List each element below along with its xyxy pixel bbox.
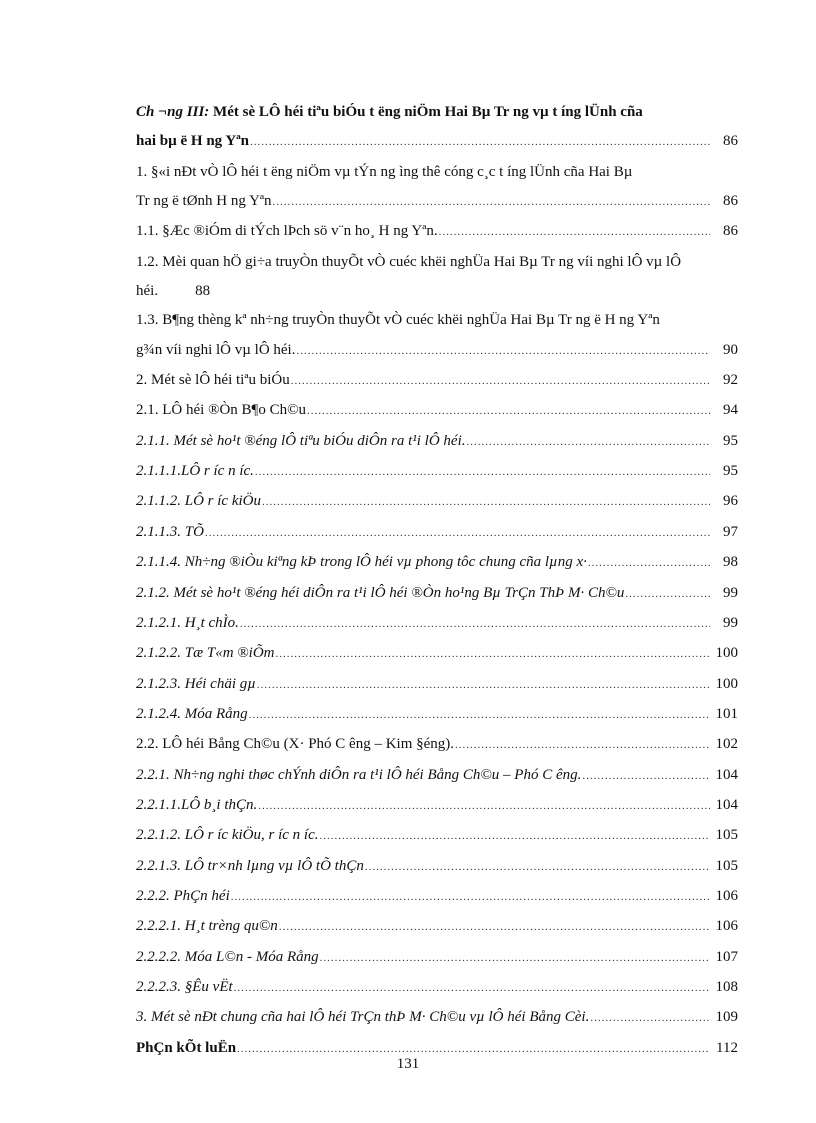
toc-entry-text: 3. Mét sè nÐt chung cña hai lÔ héi TrÇn thÞ M· Ch©u vµ lÔ héi Bång Cèi.	[136, 1009, 590, 1026]
page-ref: 109	[715, 1009, 738, 1026]
toc-entry-text: 2.2.2.2. Móa L©n - Móa Rång	[136, 948, 319, 965]
page-ref: 90	[723, 341, 738, 358]
page-ref: 94	[723, 402, 738, 419]
toc-entry[interactable]	[136, 912, 738, 942]
leader-dots	[291, 366, 710, 396]
toc-entry[interactable]	[136, 548, 738, 578]
toc-entry-text: 2.1.2.4. Móa Rång	[136, 705, 248, 722]
chapter-title-cont: hai bµ ë H ng Yªn	[136, 133, 250, 150]
toc-entry[interactable]	[136, 427, 738, 457]
toc-entry-text: 2.2.1. Nh÷ng nghi thøc chÝnh diÔn ra t¹i lÔ héi Bång Ch©u – Phó C êng.	[136, 766, 582, 783]
leader-dots	[231, 882, 710, 912]
toc-entry-line	[136, 248, 738, 277]
toc-entry[interactable]	[136, 700, 738, 730]
toc-entry[interactable]	[136, 852, 738, 882]
leader-dots	[455, 730, 710, 760]
toc-entry[interactable]	[136, 670, 738, 700]
page-ref: 98	[723, 554, 738, 571]
toc-entry-text: 2.2. LÔ héi Bång Ch©u (X· Phó C êng – Kim §éng).	[136, 736, 455, 753]
toc-entry-text: 2.2.1.1.LÔ b¸i thÇn.	[136, 796, 258, 813]
leader-dots	[258, 791, 710, 821]
toc-entry-text: 2.1.2.3. Héi chäi gµ	[136, 675, 256, 692]
page-ref: 95	[723, 463, 738, 480]
toc-entry[interactable]	[136, 730, 738, 760]
page-ref: 106	[715, 918, 738, 935]
toc-entry-text: 2.1.1.2. LÔ r íc kiÖu	[136, 493, 261, 510]
toc-entry[interactable]	[136, 366, 738, 396]
toc-entry-text: 2.2.2.1. H¸t trèng qu©n	[136, 918, 278, 935]
page-ref: 104	[715, 796, 738, 813]
toc-entry[interactable]	[136, 821, 738, 851]
toc-entry-text: 2.1.1.4. Nh÷ng ®iÒu kiªng kÞ trong lÔ héi vµ phong tôc chung cña lµng x·	[136, 554, 587, 571]
toc-entry-text: 2.2.1.3. LÔ tr×nh lµng vµ lÔ tÕ thÇn	[136, 857, 364, 874]
toc-entry-text: héi.	[136, 283, 159, 300]
page-ref: 101	[715, 705, 738, 722]
leader-dots	[255, 457, 710, 487]
leader-dots	[320, 943, 710, 973]
toc-entry[interactable]	[136, 791, 738, 821]
page-ref: 105	[715, 827, 738, 844]
toc-entry-text: 1.2. Mèi quan hÖ gi÷a truyÒn thuyÕt vÒ cuéc khëi nghÜa Hai Bµ Tr ng víi nghi lÔ vµ lÔ	[136, 253, 682, 270]
leader-dots	[319, 821, 710, 851]
toc-entry-text: 2.2.2.3. §Êu vËt	[136, 978, 233, 995]
toc-entry-line	[136, 306, 738, 335]
page-ref: 105	[715, 857, 738, 874]
page-ref: 86	[723, 193, 738, 210]
toc-entry[interactable]	[136, 336, 738, 366]
page-ref: 112	[716, 1039, 738, 1056]
leader-dots	[276, 639, 710, 669]
leader-dots	[279, 912, 710, 942]
toc-entry-text: 2.1. LÔ héi ®Òn B¶o Ch©u	[136, 402, 307, 419]
page-ref: 86	[723, 133, 738, 150]
toc-entry[interactable]	[136, 277, 738, 306]
toc-entry-text: 1.3. B¶ng thèng kª nh÷ng truyÒn thuyÕt vÒ cuéc khëi nghÜa Hai Bµ Tr ng ë H ng Yªn	[136, 312, 660, 329]
toc-entry[interactable]	[136, 187, 738, 217]
toc-entry-text: 1.1. §Æc ®iÓm di tÝch lÞch sö v¨n ho¸ H ng Yªn.	[136, 223, 438, 240]
toc-entry[interactable]	[136, 973, 738, 1003]
toc-entry[interactable]	[136, 943, 738, 973]
leader-dots	[250, 127, 710, 157]
chapter-title: Mét sè LÔ héi tiªu biÓu t ëng niÖm Hai Bµ Tr ng vµ t íng lÜnh cña	[209, 104, 643, 120]
toc-entry-text: 2.1.1.3. TÕ	[136, 523, 204, 540]
toc-entry-text: 2.1.2.1. H¸t chÌo.	[136, 614, 239, 631]
toc-entry[interactable]	[136, 217, 738, 247]
page-ref: 100	[715, 675, 738, 692]
page-ref: 104	[715, 766, 738, 783]
toc-entry[interactable]	[136, 396, 738, 426]
toc-entry-text: 2.1.1.1.LÔ r íc n íc.	[136, 463, 254, 480]
leader-dots	[273, 187, 710, 217]
leader-dots	[467, 427, 710, 457]
toc-entry-text: 1. §«i nÐt vÒ lÔ héi t ëng niÖm vµ tÝn ng ìng thê cóng c¸c t íng lÜnh cña Hai Bµ	[136, 163, 633, 180]
page-ref: 96	[723, 493, 738, 510]
page-number: 131	[396, 1056, 420, 1072]
leader-dots	[240, 609, 710, 639]
toc-entry[interactable]	[136, 761, 738, 791]
leader-dots	[249, 700, 710, 730]
leader-dots	[590, 1003, 710, 1033]
leader-dots	[205, 518, 710, 548]
leader-dots	[625, 579, 710, 609]
toc-chapter-line-1	[136, 98, 738, 127]
page-ref: 88	[195, 283, 211, 300]
leader-dots	[582, 761, 710, 791]
toc-entry[interactable]	[136, 639, 738, 669]
toc-entry-text: g¾n víi nghi lÔ vµ lÔ héi.	[136, 341, 296, 358]
page-ref: 102	[715, 736, 738, 753]
toc-entry-text: 2.1.2.2. Tæ T«m ®iÕm	[136, 645, 275, 662]
leader-dots	[365, 852, 710, 882]
page-ref: 92	[723, 372, 738, 389]
leader-dots	[307, 396, 710, 426]
toc-entry-text: 2. Mét sè lÔ héi tiªu biÓu	[136, 372, 290, 389]
toc-entry-text: 2.2.2. PhÇn héi	[136, 887, 230, 904]
toc-entry[interactable]	[136, 457, 738, 487]
toc-entry[interactable]	[136, 609, 738, 639]
page-ref: 100	[715, 645, 738, 662]
toc-chapter-line-2[interactable]	[136, 127, 738, 157]
toc-entry-text: 2.1.2. Mét sè ho¹t ®éng héi diÔn ra t¹i lÔ héi ®Òn ho¹ng Bµ TrÇn ThÞ M· Ch©u	[136, 584, 625, 601]
toc-entry[interactable]	[136, 487, 738, 517]
page-ref: 106	[715, 887, 738, 904]
toc-entry[interactable]	[136, 579, 738, 609]
toc-entry-text: PhÇn kÕt luËn	[136, 1039, 237, 1056]
page-ref: 99	[723, 614, 738, 631]
toc-entry-text: 2.1.1. Mét sè ho¹t ®éng lÔ tiªu biÓu diÔn ra t¹i lÔ héi.	[136, 432, 466, 449]
toc-entry-text: Tr ng ë tØnh H ng Yªn	[136, 193, 272, 210]
page-ref: 86	[723, 223, 738, 240]
page-ref: 99	[723, 584, 738, 601]
toc-entry-line	[136, 158, 738, 187]
page-ref: 107	[715, 948, 738, 965]
table-of-contents	[136, 98, 738, 1064]
leader-dots	[262, 487, 710, 517]
leader-dots	[234, 973, 710, 1003]
page-ref: 97	[723, 523, 738, 540]
leader-dots	[257, 670, 710, 700]
leader-dots	[588, 548, 710, 578]
toc-entry-text: 2.2.1.2. LÔ r íc kiÖu, r íc n íc.	[136, 827, 319, 844]
chapter-prefix: Ch ¬ng III:	[136, 104, 210, 120]
toc-entry[interactable]	[136, 1003, 738, 1033]
page-ref: 108	[715, 978, 738, 995]
leader-dots	[296, 336, 710, 366]
toc-entry[interactable]	[136, 518, 738, 548]
leader-dots	[439, 217, 710, 247]
toc-entry[interactable]	[136, 882, 738, 912]
page-ref: 95	[723, 432, 738, 449]
